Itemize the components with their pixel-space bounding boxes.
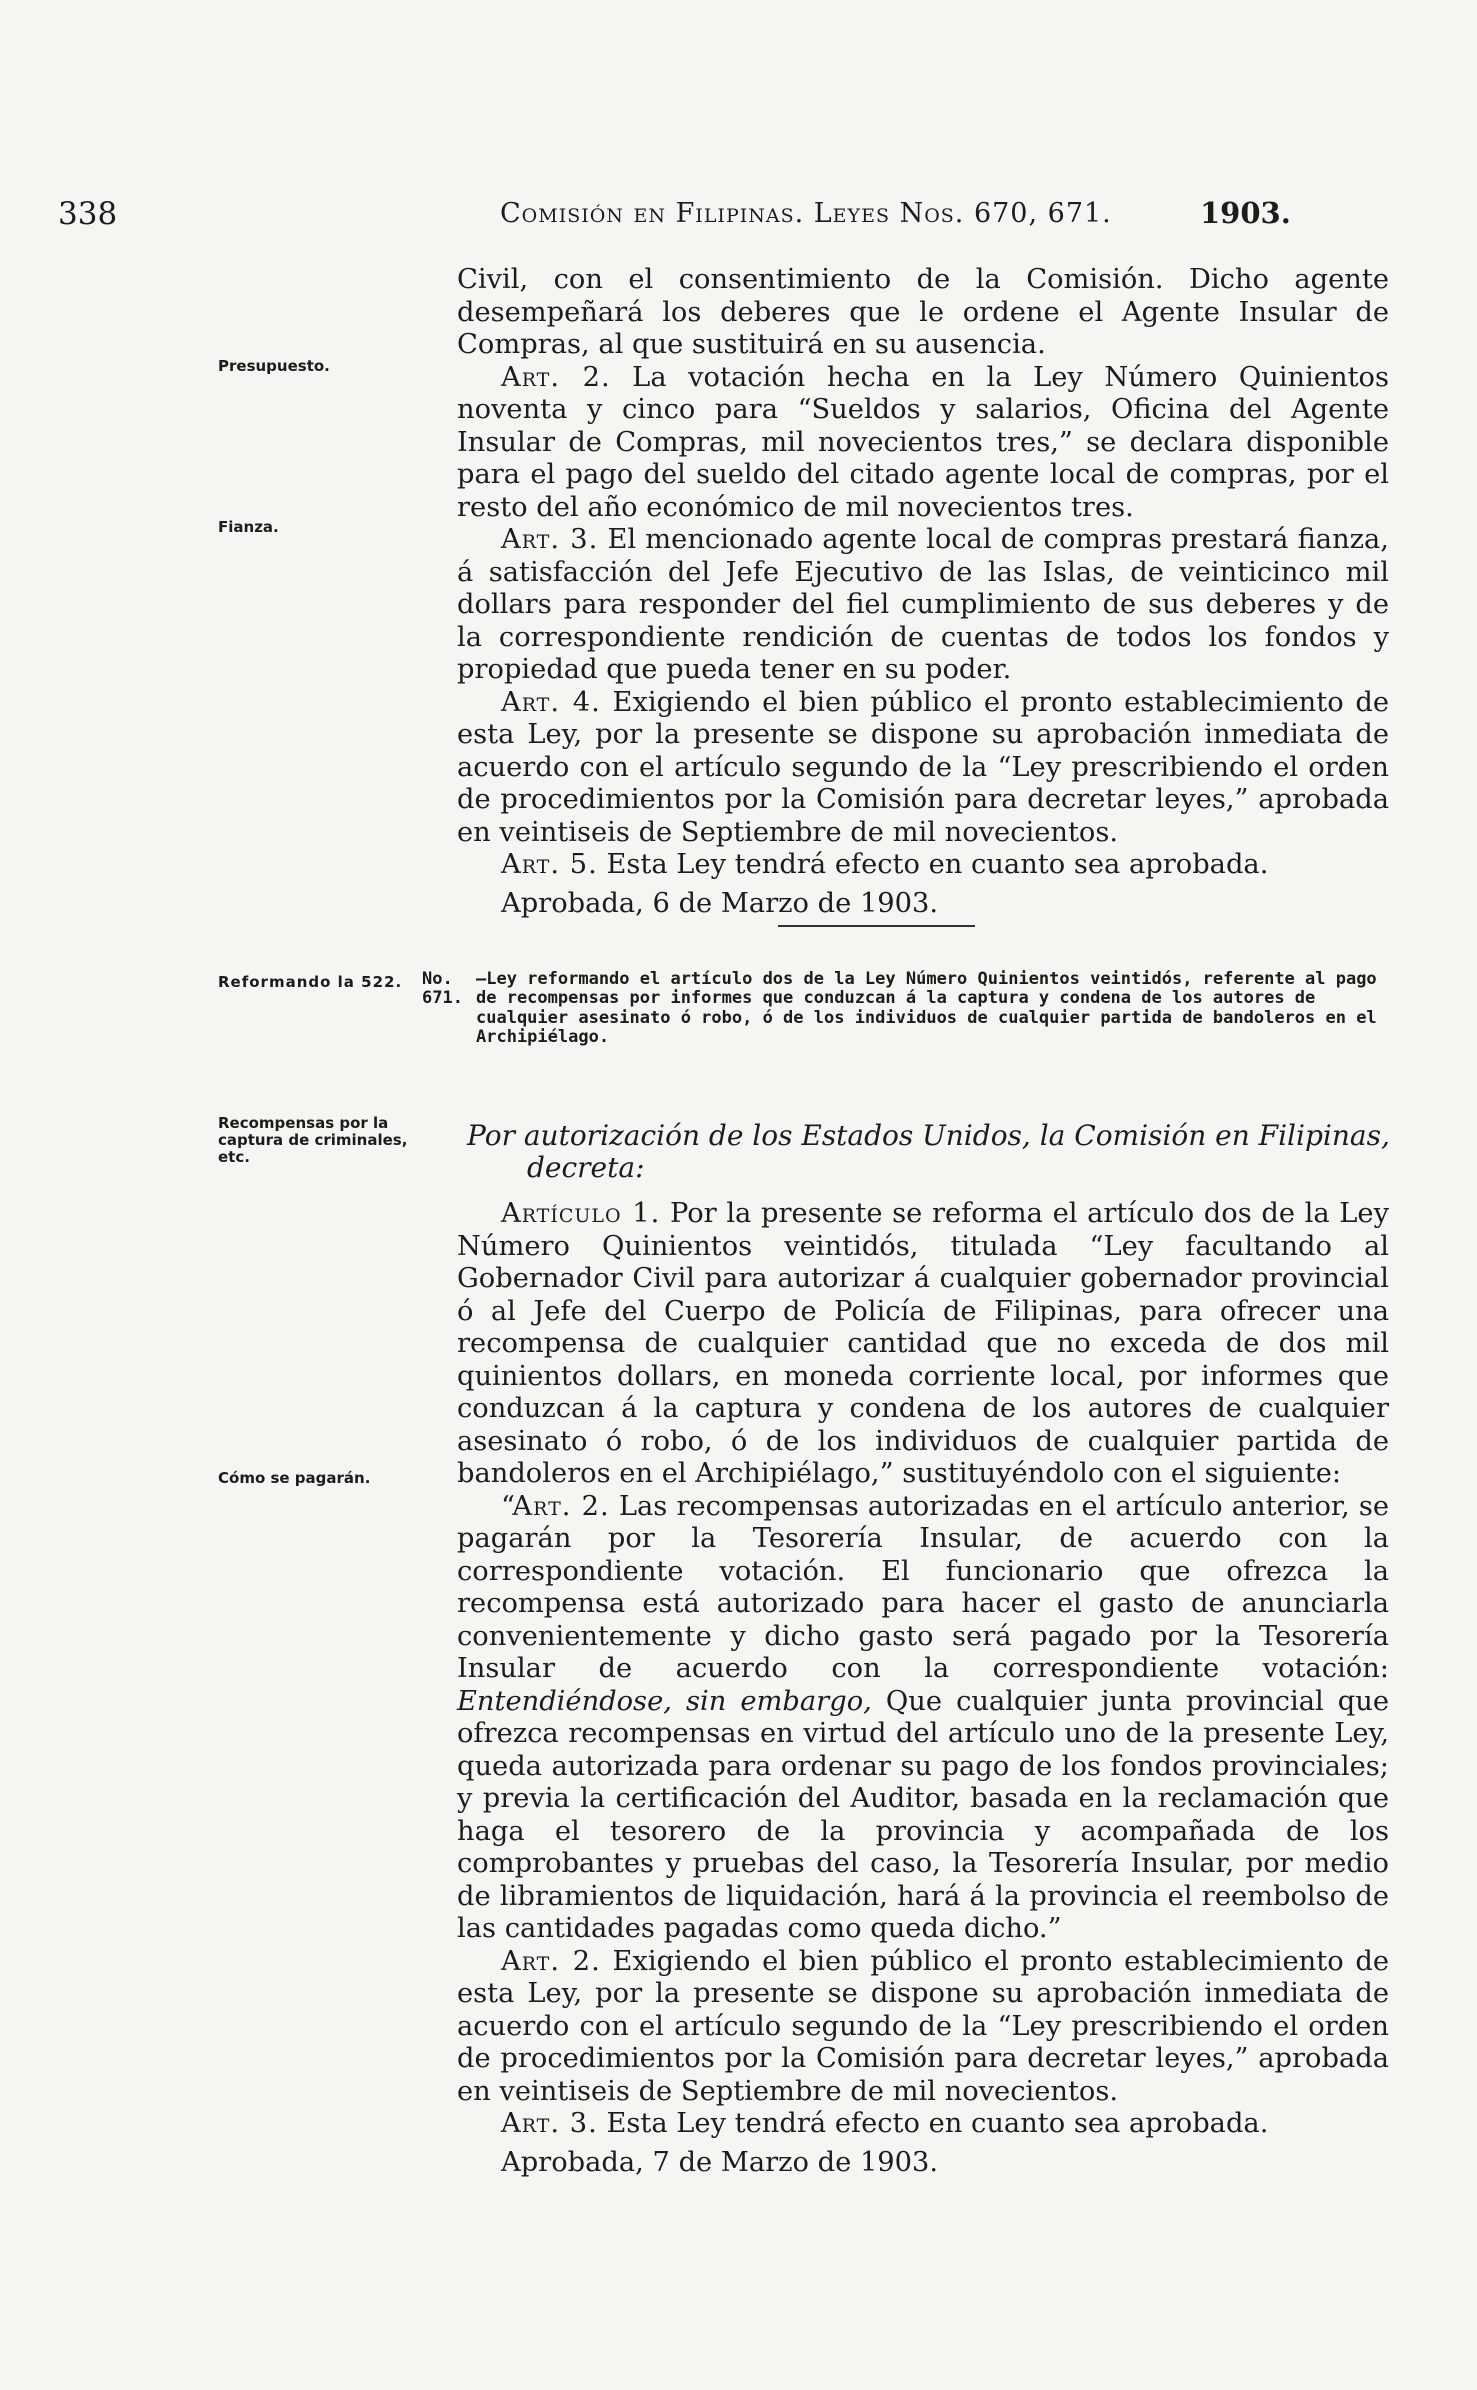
running-title: Comisión en Filipinas. Leyes Nos. 670, 671.: [500, 198, 1112, 229]
article-text: El mencionado agente local de compras prestará fianza, á satisfacción del Jefe Ejecutivo de las Islas, de veinticinco mil dollars para responder del fiel cumplimiento de sus deberes y de la correspondiente rendición de cuentas de todos los fondos y propiedad que pueda tener en su poder.: [457, 524, 1389, 685]
article-text: Exigiendo el bien público el pronto establecimiento de esta Ley, por la presente se dispone su aprobación inmediata de acuerdo con el artículo segundo de la “Ley prescribiendo el orden de procedimientos por la Comisión para decretar leyes,” aprobada en veintiseis de Septiembre de mil novecientos.: [457, 686, 1389, 848]
article-label: Art. 5.: [501, 849, 598, 880]
law-671-quoted-art-2: [457, 1491, 1389, 1946]
header-year: 1903.: [1200, 196, 1291, 230]
article-text: Exigiendo el bien público el pronto establecimiento de esta Ley, por la presente se dispone su aprobación inmediata de acuerdo con el artículo segundo de la “Ley prescribiendo el orden de procedimientos por la Comisión para decretar leyes,” aprobada en veintiseis de Septiembre de mil novecientos.: [457, 1945, 1389, 2107]
article-label: Art. 4.: [501, 686, 601, 718]
margin-note-presupuesto: Presupuesto.: [218, 357, 330, 375]
article-label: Art. 3.: [501, 2108, 598, 2139]
margin-note-como-se-pagaran: Cómo se pagarán.: [218, 1469, 371, 1487]
law-671-body: [457, 1198, 1389, 2179]
article-label: Art. 2.: [501, 1945, 601, 1977]
margin-note-fianza: Fianza.: [218, 518, 279, 536]
law-671-art-1: [457, 1198, 1389, 1491]
article-label: “Art. 2.: [501, 1490, 610, 1522]
law-671-approval-date: Aprobada, 7 de Marzo de 1903.: [501, 2146, 939, 2178]
law-670-art-4: [457, 687, 1389, 850]
article-text: Esta Ley tendrá efecto en cuanto sea aprobada.: [597, 2108, 1269, 2139]
enacting-line-1: Por autorización de los Estados Unidos, la Comisión en Filipinas,: [467, 1119, 1390, 1152]
law-671-art-3: [457, 2108, 1389, 2141]
article-text: Las recompensas autorizadas en el artículo anterior, se pagarán por la Tesorería Insular, de acuerdo con la correspondiente votación. El funcionario que ofrezca la recompensa está autorizado para hacer el gasto de anunciarla convenientemente y dicho gasto será pagado por la Tesorería Insular de acuerdo con la correspondiente votación:: [457, 1490, 1389, 1684]
article-label: Art. 3.: [501, 524, 599, 555]
law-671-title: —Ley reformando el artículo dos de la Ley Número Quinientos veintidós, referente al pago de recompensas por informes que conduzcan á la captura y condena de los autores de cualquier asesinato ó robo, ó de los individuos de cualquier partida de bandoleros en el Archipiélago.: [476, 969, 1377, 1047]
article-text: Por la presente se reforma el artículo dos de la Ley Número Quinientos veintidós, titulada “Ley facultando al Gobernador Civil para autorizar á cualquier gobernador provincial ó al Jefe del Cuerpo de Policía de Filipinas, para ofrecer una recompensa de cualquier cantidad que no exceda de dos mil quinientos dollars, en moneda corriente local, por informes que conduzcan á la captura y condena de los autores de cualquier asesinato ó robo, ó de los individuos de cualquier partida de bandoleros en el Archipiélago,” sustituyéndolo con el siguiente:: [457, 1198, 1389, 1489]
article-label: Artículo 1.: [501, 1198, 661, 1229]
law-670-art-5: [457, 849, 1389, 882]
law-670-art-2: [457, 362, 1389, 525]
page-number: 338: [58, 196, 118, 232]
margin-note-recompensas: Recompensas por la captura de criminales, etc.: [218, 1114, 408, 1166]
law-670-approval-date: Aprobada, 6 de Marzo de 1903.: [501, 887, 939, 919]
law-670-body: [457, 264, 1389, 920]
law-670-art-3: [457, 524, 1389, 687]
margin-note-reformando: Reformando la 522.: [218, 973, 403, 991]
article-text: Esta Ley tendrá efecto en cuanto sea aprobada.: [597, 849, 1269, 880]
section-divider: [778, 925, 975, 927]
enacting-clause: [467, 1120, 1397, 1184]
article-label: Art. 2.: [501, 361, 611, 393]
law-671-number: No. 671.: [422, 969, 463, 1008]
law-670-continuation: Civil, con el consentimiento de la Comisión. Dicho agente desempeñará los deberes que le ordene el Agente Insular de Compras, al que sustituirá en su ausencia.: [457, 264, 1389, 360]
enacting-line-2: decreta:: [527, 1151, 645, 1184]
article-text: Que cualquier junta provincial que ofrezca recompensas en virtud del artículo uno de la presente Ley, queda autorizada para ordenar su pago de los fondos provinciales; y previa la certificación del Auditor, basada en la reclamación que haga el tesorero de la provincia y acompañada de los comprobantes y pruebas del caso, la Tesorería Insular, por medio de libramientos de liquidación, hará á la provincia el reembolso de las cantidades pagadas como queda dicho.”: [457, 1685, 1389, 1944]
article-text: La votación hecha en la Ley Número Quinientos noventa y cinco para “Sueldos y salarios, Oficina del Agente Insular de Compras, mil novecientos tres,” se declara disponible para el pago del sueldo del citado agente local de compras, por el resto del año económico de mil novecientos tres.: [457, 361, 1389, 523]
law-671-art-2: [457, 1946, 1389, 2109]
proviso-italic: Entendiéndose, sin embargo,: [457, 1685, 872, 1717]
